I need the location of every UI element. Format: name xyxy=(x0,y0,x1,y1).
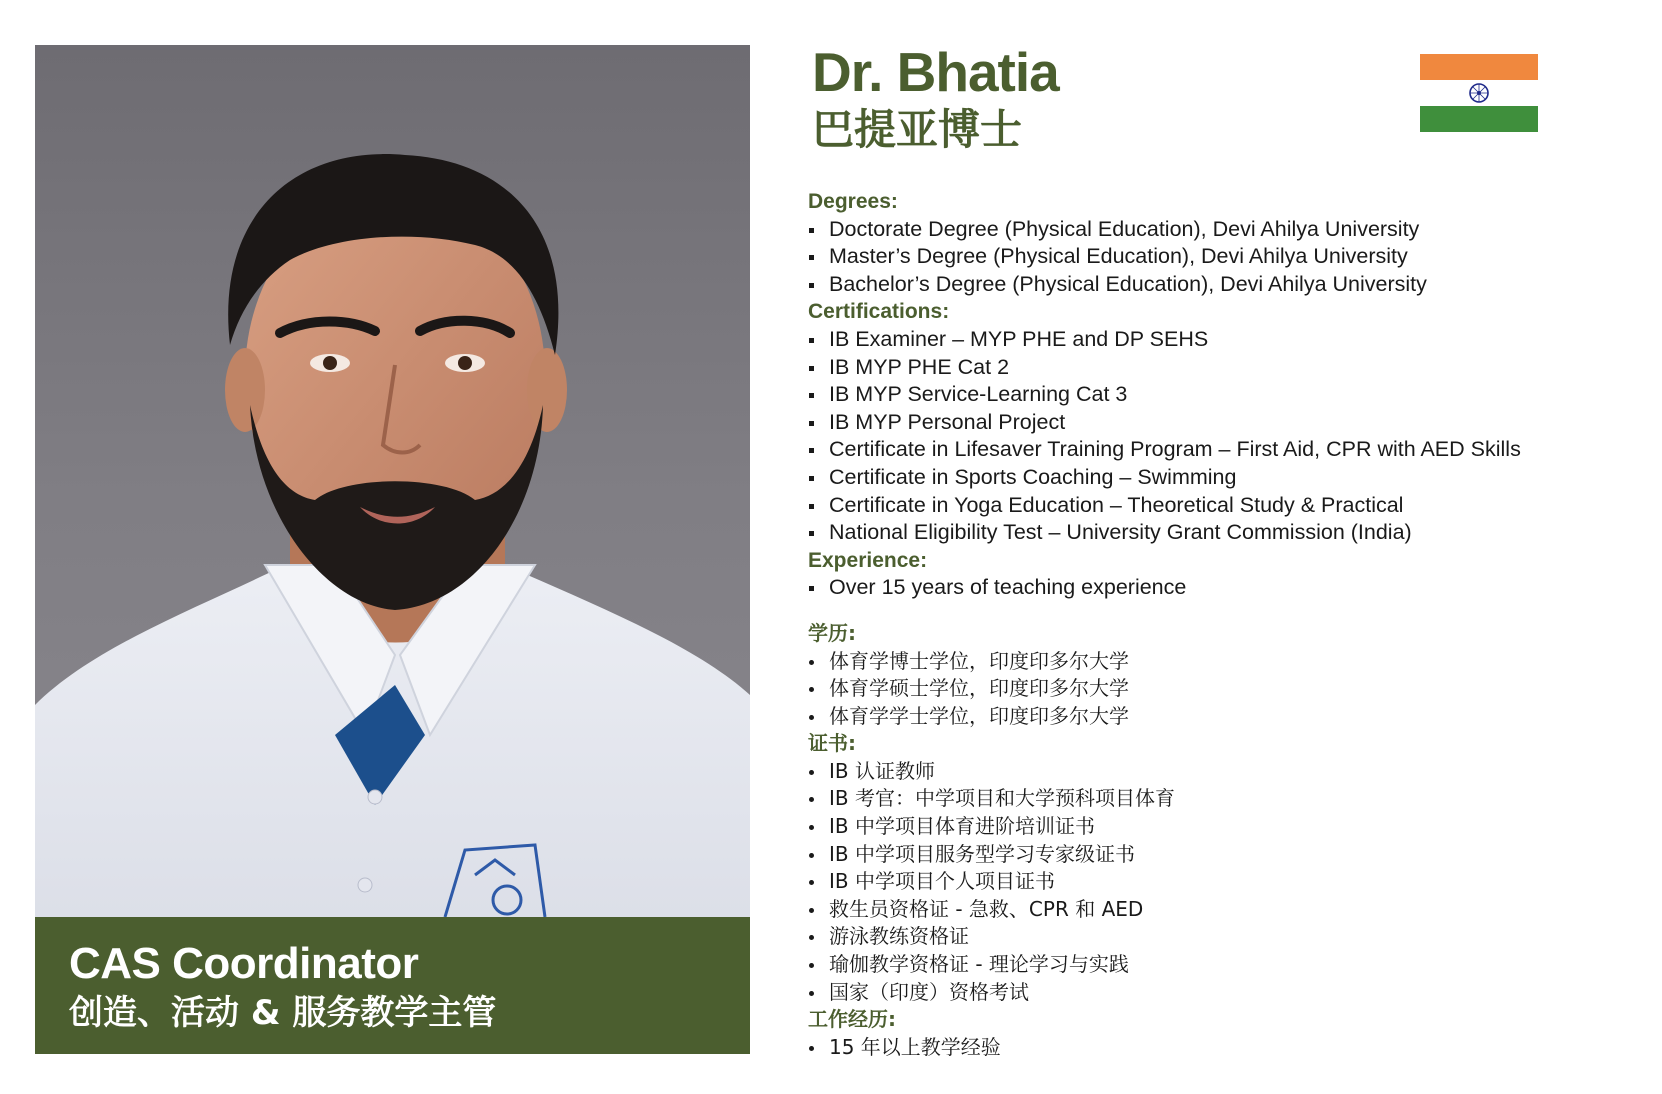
certifications-list-en xyxy=(808,326,1638,547)
portrait-photo xyxy=(35,45,750,917)
role-title-en: CAS Coordinator xyxy=(69,939,419,988)
experience-list-en xyxy=(808,574,1638,602)
role-caption-bar xyxy=(35,917,750,1054)
list-item: IB 认证教师 xyxy=(808,758,1638,786)
list-item: Bachelor’s Degree (Physical Education), Devi Ahilya University xyxy=(808,271,1638,299)
list-item: Certificate in Yoga Education – Theoretical Study & Practical xyxy=(808,492,1638,520)
list-item: Over 15 years of teaching experience xyxy=(808,574,1638,602)
language-divider xyxy=(808,602,1638,620)
experience-list-zh xyxy=(808,1034,1638,1062)
list-item: 体育学学士学位，印度印多尔大学 xyxy=(808,703,1638,731)
list-item: 瑜伽教学资格证 - 理论学习与实践 xyxy=(808,951,1638,979)
list-item: Master’s Degree (Physical Education), Devi Ahilya University xyxy=(808,243,1638,271)
cv-content xyxy=(808,188,1638,1061)
list-item: National Eligibility Test – University Grant Commission (India) xyxy=(808,519,1638,547)
list-item: Doctorate Degree (Physical Education), Devi Ahilya University xyxy=(808,216,1638,244)
degrees-list-en xyxy=(808,216,1638,299)
certifications-heading-en: Certifications: xyxy=(808,300,950,324)
list-item: Certificate in Sports Coaching – Swimming xyxy=(808,464,1638,492)
list-item: 体育学硕士学位，印度印多尔大学 xyxy=(808,675,1638,703)
list-item: IB MYP Service-Learning Cat 3 xyxy=(808,381,1638,409)
list-item: 救生员资格证 - 急救、CPR 和 AED xyxy=(808,896,1638,924)
experience-heading-en: Experience: xyxy=(808,548,928,572)
list-item: 国家（印度）资格考试 xyxy=(808,979,1638,1007)
profile-photo-panel xyxy=(35,45,750,1054)
list-item: IB 中学项目服务型学习专家级证书 xyxy=(808,841,1638,869)
list-item: IB 考官：中学项目和大学预科项目体育 xyxy=(808,785,1638,813)
degrees-heading-zh: 学历: xyxy=(808,620,856,645)
role-title-zh: 创造、活动 & 服务教学主管 xyxy=(69,993,497,1033)
list-item: Certificate in Lifesaver Training Program – First Aid, CPR with AED Skills xyxy=(808,436,1638,464)
certifications-heading-zh: 证书: xyxy=(808,731,856,756)
list-item: IB MYP PHE Cat 2 xyxy=(808,354,1638,382)
list-item: IB Examiner – MYP PHE and DP SEHS xyxy=(808,326,1638,354)
degrees-heading-en: Degrees: xyxy=(808,190,898,213)
name-en: Dr. Bhatia xyxy=(812,41,1059,103)
experience-heading-zh: 工作经历: xyxy=(808,1007,896,1032)
certifications-list-zh xyxy=(808,758,1638,1006)
list-item: 15 年以上教学经验 xyxy=(808,1034,1638,1062)
list-item: IB 中学项目个人项目证书 xyxy=(808,868,1638,896)
degrees-list-zh xyxy=(808,648,1638,731)
list-item: 体育学博士学位，印度印多尔大学 xyxy=(808,648,1638,676)
name-zh: 巴提亚博士 xyxy=(812,105,1023,154)
list-item: IB 中学项目体育进阶培训证书 xyxy=(808,813,1638,841)
list-item: IB MYP Personal Project xyxy=(808,409,1638,437)
india-flag-icon xyxy=(1420,54,1538,132)
list-item: 游泳教练资格证 xyxy=(808,923,1638,951)
